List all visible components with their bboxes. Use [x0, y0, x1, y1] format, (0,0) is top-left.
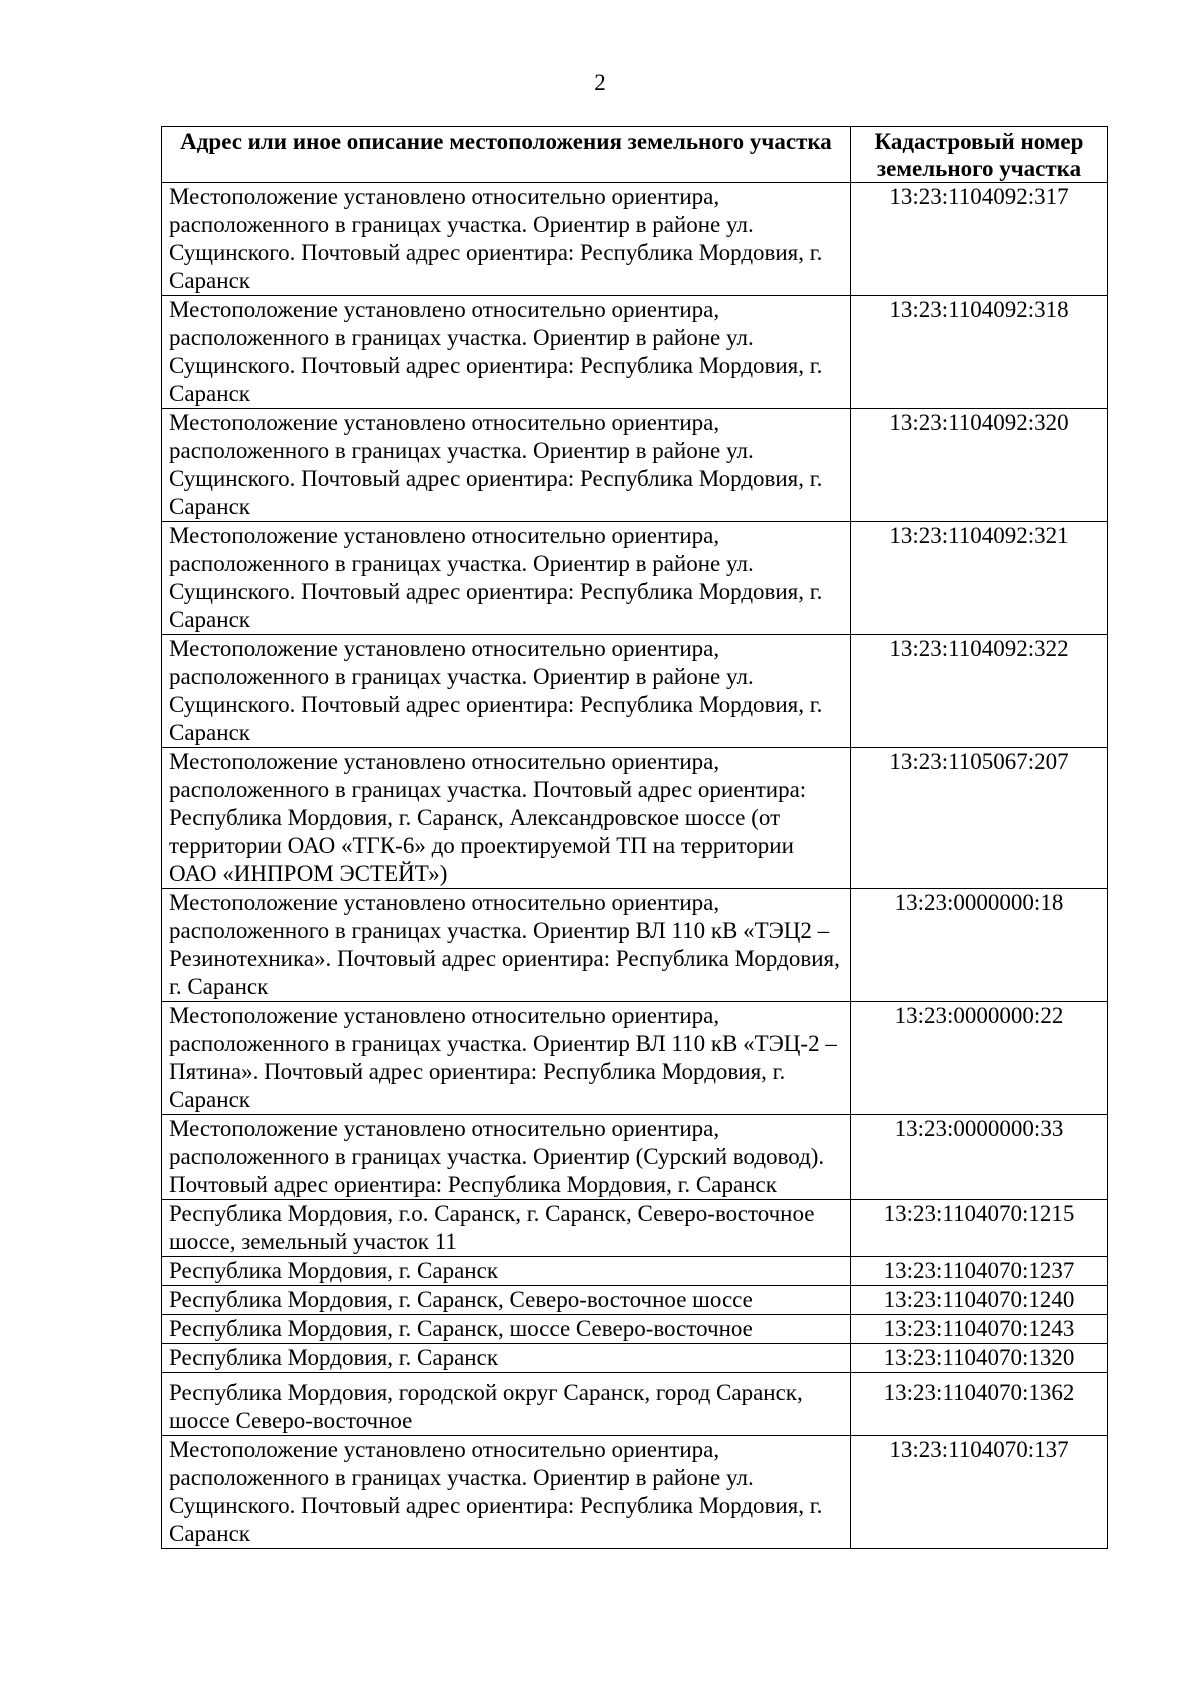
table-header-row — [162, 127, 1108, 183]
table-row — [162, 1115, 1108, 1200]
table-row — [162, 889, 1108, 1002]
address-cell: Местоположение установлено относительно ориентира, расположенного в границах участка. Ориентир в районе ул. Сущинского. Почтовый адрес ориентира: Республика Мордовия, г. Саранск — [162, 1436, 851, 1549]
address-column-header: Адрес или иное описание местоположения земельного участка — [162, 127, 851, 183]
table-row — [162, 409, 1108, 522]
table-row — [162, 1315, 1108, 1344]
table-row — [162, 748, 1108, 889]
page-number: 2 — [594, 70, 606, 95]
address-cell: Республика Мордовия, г. Саранск — [162, 1257, 851, 1286]
address-cell: Местоположение установлено относительно ориентира, расположенного в границах участка. Ориентир ВЛ 110 кВ «ТЭЦ2 – Резинотехника». Почтовый адрес ориентира: Республика Мордовия, г. Саранск — [162, 889, 851, 1002]
table-row — [162, 1373, 1108, 1436]
address-cell: Республика Мордовия, городской округ Саранск, город Саранск, шоссе Северо-восточное — [162, 1373, 851, 1436]
address-cell: Местоположение установлено относительно ориентира, расположенного в границах участка. Ориентир (Сурский водовод). Почтовый адрес ориентира: Республика Мордовия, г. Саранск — [162, 1115, 851, 1200]
address-cell: Местоположение установлено относительно ориентира, расположенного в границах участка. Почтовый адрес ориентира: Республика Мордовия, г. Саранск, Александровское шоссе (от территории ОАО «ТГК-6» до проектируемой ТП на территории ОАО «ИНПРОМ ЭСТЕЙТ») — [162, 748, 851, 889]
address-cell: Местоположение установлено относительно ориентира, расположенного в границах участка. Ориентир в районе ул. Сущинского. Почтовый адрес ориентира: Республика Мордовия, г. Саранск — [162, 522, 851, 635]
cadastral-number-cell: 13:23:1104070:1243 — [851, 1315, 1108, 1344]
cadastral-number-cell: 13:23:1104092:321 — [851, 522, 1108, 635]
cadastral-number-cell: 13:23:1104070:137 — [851, 1436, 1108, 1549]
table-row — [162, 1257, 1108, 1286]
table-row — [162, 183, 1108, 296]
table-row — [162, 635, 1108, 748]
parcels-table — [161, 126, 1108, 1549]
cadastral-number-cell: 13:23:0000000:22 — [851, 1002, 1108, 1115]
address-cell: Местоположение установлено относительно ориентира, расположенного в границах участка. Ориентир в районе ул. Сущинского. Почтовый адрес ориентира: Республика Мордовия, г. Саранск — [162, 183, 851, 296]
table-row — [162, 1436, 1108, 1549]
cadastral-number-cell: 13:23:1104092:322 — [851, 635, 1108, 748]
cadastral-number-cell: 13:23:1104070:1240 — [851, 1286, 1108, 1315]
cadastral-number-cell: 13:23:1104070:1215 — [851, 1200, 1108, 1257]
table-row — [162, 1002, 1108, 1115]
address-cell: Республика Мордовия, г. Саранск — [162, 1344, 851, 1373]
cadastral-number-cell: 13:23:1104092:320 — [851, 409, 1108, 522]
address-cell: Республика Мордовия, г.о. Саранск, г. Саранск, Северо-восточное шоссе, земельный участок 11 — [162, 1200, 851, 1257]
cadastral-number-cell: 13:23:1104070:1362 — [851, 1373, 1108, 1436]
cadastral-number-cell: 13:23:0000000:33 — [851, 1115, 1108, 1200]
cadastral-number-cell: 13:23:1104092:318 — [851, 296, 1108, 409]
address-cell: Местоположение установлено относительно ориентира, расположенного в границах участка. Ориентир в районе ул. Сущинского. Почтовый адрес ориентира: Республика Мордовия, г. Саранск — [162, 409, 851, 522]
cadastral-number-cell: 13:23:1104092:317 — [851, 183, 1108, 296]
table-row — [162, 1200, 1108, 1257]
table-row — [162, 522, 1108, 635]
table-row — [162, 296, 1108, 409]
cadastral-number-cell: 13:23:1104070:1320 — [851, 1344, 1108, 1373]
address-cell: Местоположение установлено относительно ориентира, расположенного в границах участка. Ориентир в районе ул. Сущинского. Почтовый адрес ориентира: Республика Мордовия, г. Саранск — [162, 296, 851, 409]
table-row — [162, 1344, 1108, 1373]
table-row — [162, 1286, 1108, 1315]
cadastral-number-cell: 13:23:0000000:18 — [851, 889, 1108, 1002]
cadastral-number-cell: 13:23:1104070:1237 — [851, 1257, 1108, 1286]
address-cell: Местоположение установлено относительно ориентира, расположенного в границах участка. Ориентир ВЛ 110 кВ «ТЭЦ-2 – Пятина». Почтовый адрес ориентира: Республика Мордовия, г. Саранск — [162, 1002, 851, 1115]
address-cell: Местоположение установлено относительно ориентира, расположенного в границах участка. Ориентир в районе ул. Сущинского. Почтовый адрес ориентира: Республика Мордовия, г. Саранск — [162, 635, 851, 748]
address-cell: Республика Мордовия, г. Саранск, шоссе Северо-восточное — [162, 1315, 851, 1344]
cadastral-number-cell: 13:23:1105067:207 — [851, 748, 1108, 889]
cadastral-column-header: Кадастровый номер земельного участка — [851, 127, 1108, 183]
address-cell: Республика Мордовия, г. Саранск, Северо-восточное шоссе — [162, 1286, 851, 1315]
